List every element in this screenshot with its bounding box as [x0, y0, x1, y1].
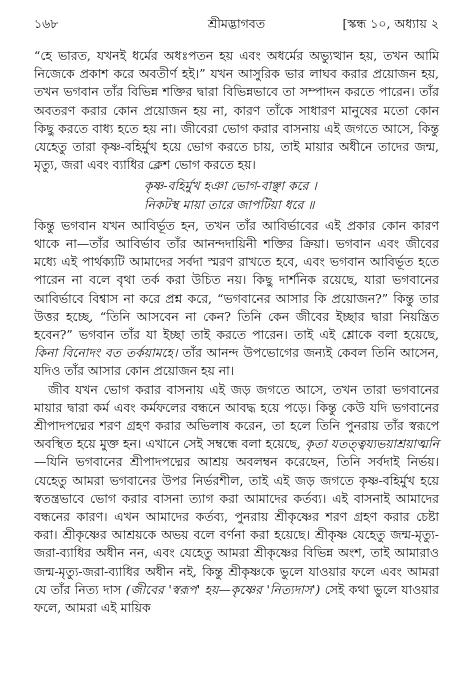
page-number: ১৬৮	[34, 16, 59, 31]
paragraph-2-end: তাঁর আনন্দ উপভোগের জন্যই কেবল তিনি আসেন, যদিও তাঁর আসার কোন প্রয়োজন হয় না।	[34, 345, 439, 379]
paragraph-3-tail: সেই কথা ভুলে যাওয়ার ফলে, আমরা এই মায়িক	[34, 581, 439, 616]
paragraph-3	[34, 381, 439, 618]
page-header	[34, 16, 439, 36]
paragraph-2-text: কিন্তু ভগবান যখন আবির্ভূত হন, তখন তাঁর আবির্ভাবের এই প্রকার কোন কারণ থাকে না—তাঁর আবির্ভাব তাঁর আনন্দদায়িনী শক্তির ক্রিয়া। ভগবান এবং জীবের মধ্যে এই পার্থক্যটি আমাদের সর্বদা স্মরণ রাখতে হবে, এবং ভগবান আবির্ভূত হতে পারেন না বলে বৃথা তর্ক করা উচিত নয়। কিছু দার্শনিক রয়েছে, যারা ভগবানের আবির্ভাবে বিশ্বাস না করে প্রশ্ন করে, “ভগবানের আসার কি প্রয়োজন?” কিন্তু তার উত্তর হচ্ছে, “তিনি আসবেন না কেন? তিনি কেন জীবের ইচ্ছার দ্বারা নিয়ন্ত্রিত হবেন?” ভগবান তাঁর যা ইচ্ছা তাই করতে পারেন। তাই এই শ্লোকে বলা হয়েছে,	[34, 217, 439, 343]
page-body	[34, 47, 439, 617]
paragraph-3-text: জীব যখন ভোগ করার বাসনায় এই জড় জগতে আসে, তখন তারা ভগবানের মায়ার দ্বারা কর্ম এবং কর্মফলের বন্ধনে আবদ্ধ হয়ে পড়ে। কিন্তু কেউ যদি ভগবানের শ্রীপাদপদ্মের শরণ গ্রহণ করার অভিলাষ করেন, তা হলে তিনি পুনরায় তাঁর স্বরূপে অবস্থিত হয়ে মুক্ত হন। এখানে সেই সম্বন্ধে বলা হয়েছে,	[34, 381, 439, 452]
book-title: শ্রীমদ্ভাগবত	[207, 16, 266, 31]
paragraph-2	[34, 217, 439, 381]
section-reference: [স্কন্ধ ১০, অধ্যায় ২	[342, 16, 439, 31]
verse-line-2: নিকটস্থ মায়া তারে জাপটিয়া ধরে ॥	[144, 196, 315, 212]
verse-block	[144, 177, 439, 213]
verse-line-1: কৃষ্ণ-বহির্মুখ হঞা ভোগ-বাঞ্ছা করে ।	[144, 178, 317, 194]
paragraph-3-text-2: —যিনি ভগবানের শ্রীপাদপদ্মের আশ্রয় অবলম্বন করেছেন, তিনি সর্বদাই নির্ভয়। যেহেতু আমরা ভগবানের উপর নির্ভরশীল, তাই এই জড় জগতে কৃষ্ণ-বহির্মুখ হয়ে স্বতন্ত্রভাবে ভোগ করার বাসনা ত্যাগ করা আমাদের কর্তব্য। এই বাসনাই আমাদের বন্ধনের কারণ। এখন আমাদের কর্তব্য, পুনরায় শ্রীকৃষ্ণের শরণ গ্রহণ করার চেষ্টা করা। শ্রীকৃষ্ণের আশ্রয়কে অভয় বলে বর্ণনা করা হয়েছে। শ্রীকৃষ্ণ যেহেতু জন্ম-মৃত্যু-জরা-ব্যাধির অধীন নন, এবং যেহেতু আমরা শ্রীকৃষ্ণের বিভিন্ন অংশ, তাই আমারাও জন্ম-মৃত্যু-জরা-ব্যাধির অধীন নই, কিন্তু শ্রীকৃষ্ণকে ভুলে যাওয়ার ফলে এবং আমরা যে তাঁর নিত্য দাস	[34, 454, 439, 597]
paragraph-2-quote: কিনা বিনোদং বত তর্কয়ামহে।	[34, 345, 178, 361]
paragraph-3-quote: কৃতা যতত্ত্বয্যভয়াশ্রয়াত্মনি	[305, 436, 439, 452]
paragraph-3-quote-2: (জীবের 'স্বরূপ' হয়—কৃষ্ণের 'নিত্যদাস')	[125, 581, 321, 597]
paragraph-1: “হে ভারত, যখনই ধর্মের অধঃপতন হয় এবং অধর্মের অভ্যুত্থান হয়, তখন আমি নিজেকে প্রকাশ করে অবতীর্ণ হই।” যখন আসুরিক ভার লাঘব করার প্রয়োজন হয়, তখন ভগবান তাঁর বিভিন্ন শক্তির দ্বারা বিভিন্নভাবে তা সম্পাদন করতে পারেন। তাঁর অবতরণ করার কোন প্রয়োজন হয় না, কারণ তাঁকে সাধারণ মানুষের মতো কোন কিছু করতে বাধ্য হতে হয় না। জীবেরা ভোগ করার বাসনায় এই জগতে আসে, কিন্তু যেহেতু তারা কৃষ্ণ-বহির্মুখ হয়ে ভোগ করতে চায়, তাই মায়ার অধীনে তাদের জন্ম, মৃত্যু, জরা এবং ব্যাধির ক্লেশ ভোগ করতে হয়।	[34, 48, 439, 173]
